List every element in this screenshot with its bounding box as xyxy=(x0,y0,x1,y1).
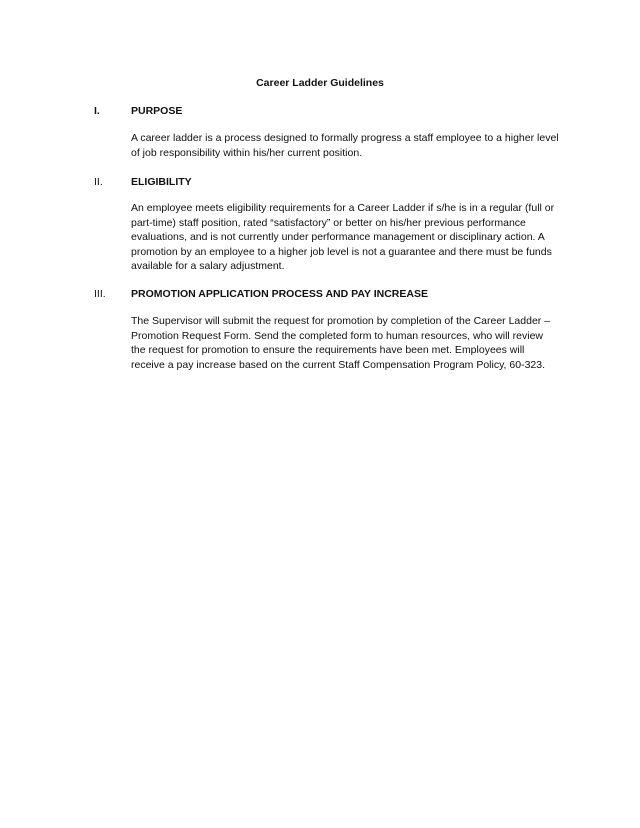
paragraph-line: Promotion Request Form. Send the completed form to human resources, who will review xyxy=(131,329,544,342)
section-number: II. xyxy=(94,176,103,188)
section-title: PURPOSE xyxy=(131,105,183,117)
paragraph-line: The Supervisor will submit the request for promotion by completion of the Career Ladder – xyxy=(131,315,551,327)
section-body-purpose xyxy=(131,131,567,160)
section-body-promotion xyxy=(131,314,567,372)
paragraph-line: promotion by an employee to a higher job level is not a guarantee and there must be funds xyxy=(131,245,552,258)
section-title: ELIGIBILITY xyxy=(131,176,192,188)
paragraph-line: of job responsibility within his/her current position. xyxy=(131,146,363,159)
section-number: I. xyxy=(94,105,100,117)
document-title: Career Ladder Guidelines xyxy=(256,77,384,89)
paragraph-line: the request for promotion to ensure the requirements have been met. Employees will xyxy=(131,344,525,357)
paragraph-line: A career ladder is a process designed to formally progress a staff employee to a higher level xyxy=(131,132,559,144)
section-title: PROMOTION APPLICATION PROCESS AND PAY INCREASE xyxy=(131,288,428,300)
section-body-eligibility xyxy=(131,201,567,274)
paragraph-line: evaluations, and is not currently under performance management or disciplinary action. A xyxy=(131,231,545,244)
paragraph-line: part-time) staff position, rated “satisfactory” or better on his/her previous performance xyxy=(131,216,526,229)
paragraph-line: available for a salary adjustment. xyxy=(131,260,285,273)
paragraph-line: An employee meets eligibility requirements for a Career Ladder if s/he is in a regular (full or xyxy=(131,202,555,214)
paragraph-line: receive a pay increase based on the current Staff Compensation Program Policy, 60-323. xyxy=(131,358,546,371)
section-number: III. xyxy=(94,288,106,300)
